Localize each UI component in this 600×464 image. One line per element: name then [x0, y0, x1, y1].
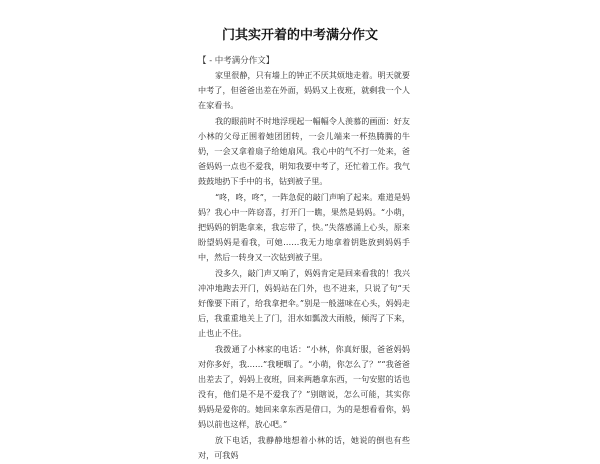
- paragraph-5: 我拨通了小林家的电话：“小林，你真好服，爸爸妈妈对你多好，我……”我哽咽了。“小萌，你怎么了？”“我爸爸出差去了，妈妈上夜班，回来两趟拿东西，一句安慰的话也没有，他们是不是不爱我了？”别瞎说，怎么可能，其实你妈妈是爱你的。她回来拿东西是借口，为的是想看看你，妈妈以前也这样，放心吧。”: [198, 344, 410, 429]
- paragraph-3: “咚，咚，咚”，一阵急促的敲门声响了起来。难道是妈妈？我心中一阵窃喜，打开门一瞧，果然是妈妈。“小萌，把妈妈的钥匙拿来，我忘带了，快。”失落感涌上心头，原来盼望妈妈是看我，可她……我无力地拿着钥匙放到妈妈手中，然后一转身又一次钻到被子里。: [198, 192, 410, 262]
- paragraph-6: 放下电话，我静静地想着小林的话，她说的倒也有些对，可我妈: [198, 435, 410, 460]
- article-title: 门其实开着的中考满分作文: [221, 28, 378, 43]
- article-body: [198, 68, 410, 464]
- category-label: 【 - 中考满分作文】: [198, 56, 275, 66]
- paragraph-1: 家里很静，只有墙上的钟正不厌其烦地走着。明天就要中考了，但爸爸出差在外面，妈妈又上夜班，就剩我一个人在家看书。: [198, 70, 410, 110]
- paragraph-2: 我的眼前时不时地浮现起一幅幅令人羡慕的画面：好友小林的父母正围着她团团转，一会儿端来一杯热腾腾的牛奶，一会又拿着扇子给她扇风。我心中的气不打一处来，爸爸妈妈一点也不爱我，明知我要中考了，还忙着工作。我气鼓鼓地扔下手中的书，钻到被子里。: [198, 116, 410, 186]
- paragraph-4: 没多久，敲门声又响了，妈妈肯定是回来看我的！我兴冲冲地跑去开门，妈妈站在门外，也不进来，只说了句“天好像要下雨了，给我拿把伞。”别是一般滋味在心头，妈妈走后，我重重地关上了门，泪水如瓢泼大雨般，倾泻了下来，止也止不住。: [198, 268, 410, 338]
